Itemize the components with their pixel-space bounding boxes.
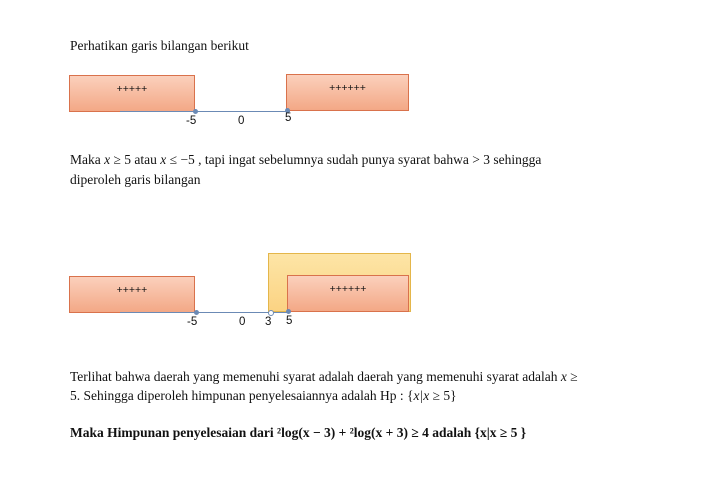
left-region-box: +++++ bbox=[69, 75, 195, 112]
tick-label: -5 bbox=[186, 115, 197, 127]
point-minus-5 bbox=[194, 310, 199, 315]
math-set-expression: x|x bbox=[413, 388, 430, 403]
tick-label: -5 bbox=[187, 316, 198, 328]
text-segment: ≥ bbox=[566, 369, 578, 384]
left-region-box: +++++ bbox=[69, 276, 195, 313]
right-region-box: ++++++ bbox=[287, 275, 409, 312]
paragraph-2-line-1 bbox=[70, 367, 578, 387]
paragraph-1-line-2: diperoleh garis bilangan bbox=[70, 172, 201, 187]
text-segment: Terlihat bahwa daerah yang memenuhi syarat adalah daerah yang memenuhi syarat adalah bbox=[70, 369, 561, 384]
text-segment: ≥ 5 atau bbox=[110, 152, 161, 167]
solution-set: {x|x ≥ 5 } bbox=[474, 425, 527, 440]
tick-label: 0 bbox=[238, 115, 245, 127]
text-segment: Maka Himpunan penyelesaian dari bbox=[70, 425, 278, 440]
text-segment: ≥ 5} bbox=[429, 388, 457, 403]
log-expression: ²log(x − 3) + ²log(x + 3) ≥ 4 bbox=[277, 425, 429, 440]
tick-label: 0 bbox=[239, 316, 246, 328]
text-segment: adalah bbox=[428, 425, 475, 440]
tick-label: 5 bbox=[286, 315, 293, 327]
math-variable: x bbox=[104, 152, 111, 167]
math-variable: x bbox=[160, 152, 167, 167]
point-5 bbox=[286, 309, 291, 314]
tick-label: 5 bbox=[285, 112, 292, 124]
point-minus-5 bbox=[193, 109, 198, 114]
text-segment: 5. Sehingga diperoleh himpunan penyelesaiannya adalah Hp : { bbox=[70, 388, 414, 403]
text-segment: ≤ −5 , tapi ingat sebelumnya sudah punya syarat bahwa > 3 sehingga bbox=[166, 152, 542, 167]
axis-line bbox=[120, 312, 290, 313]
math-variable: x bbox=[560, 369, 567, 384]
right-region-box: ++++++ bbox=[286, 74, 409, 111]
paragraph-1-line-1 bbox=[70, 150, 541, 170]
conclusion-line bbox=[70, 423, 526, 443]
axis-line bbox=[120, 111, 290, 112]
paragraph-2-line-2 bbox=[70, 386, 457, 406]
intro-text: Perhatikan garis bilangan berikut bbox=[70, 38, 249, 53]
tick-label: 3 bbox=[265, 316, 272, 328]
text-segment: Maka bbox=[70, 152, 105, 167]
